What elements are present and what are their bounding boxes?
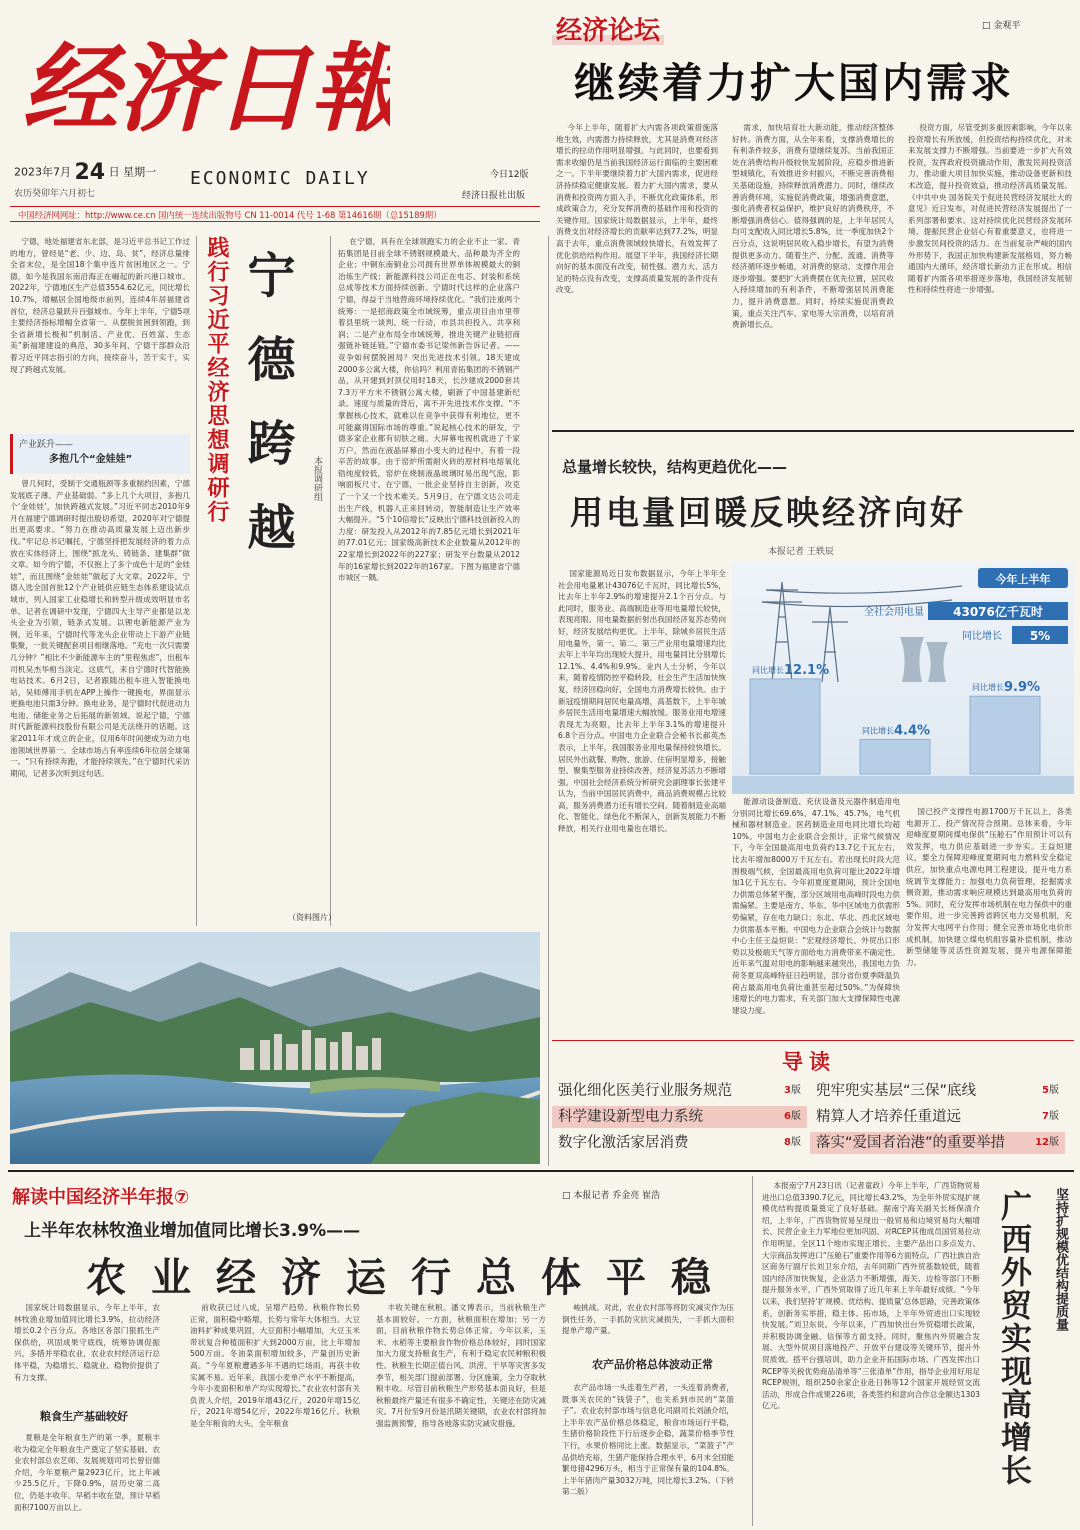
ningde-series-label: 践行习近平经济思想调研行 <box>204 236 229 524</box>
guide-item-label: 精算人才培养任重道远 <box>816 1109 961 1125</box>
electricity-headline[interactable]: 用电量回暖反映经济向好 <box>570 493 966 532</box>
guangxi-headline[interactable]: 广西外贸实现高增长 <box>995 1190 1031 1487</box>
guangxi-kicker: 坚持扩规模优结构提质量 <box>1053 1188 1068 1331</box>
ningde-column-1b: 曾几何时，受制于交通瓶颈等多重制约因素，宁德发展底子薄、产业基础弱。“多上几个大项目，多抱几个‘金娃娃’，加快跨越式发展。”习近平同志2010年9月在福建宁德调研时提出殷切希望，2020年对宁德提出更高要求。“努力在推动高质量发展上迈出新步伐。”牢记总书记嘱托，宁德坚持把发展经济的着力点放在实体经济上，围绕“抓龙头、铸链条、建集群”做文章。如今的宁德，不仅抱上了多个成色十足的“金娃娃”，而且围绕“金娃娃”做起了大文章。2022年，宁德入选全国首批12个产业链供应链生态体系建设试点城市，列入国家工业稳增长和转型升级成效明显市名单。记者在调研中发现，宁德四大主导产业都是以龙头企业为引领，链条式发展。以锂电新能源产业为例，近年来，宁德时代等龙头企业带动上下游产业链集聚，一批关键配套项目相继落地。“充电一次只需要几分钟？”相比不少新能源车主的“里程焦虑”，出租车司机吴杰华相当淡定。这底气，来自宁德时代智能换电站技术。6月2日，记者跟随出租车进入智能换电站，吴师傅用手机在APP上操作一键换电，界面显示更换电池只需3分钟。换电业务，是宁德时代促进动力电池、储能业务之后拓展的新领域。说起宁德，宁德时代新能源科技股份有限公司是无法绕开的话题。这家2011年才成立的企业，仅用6年时间便成为动力电池领域世界第一。全球市场占有率连续6年位居全球第一。“只有持续奔跑，才能持续领先。”在宁德时代采访期间，记者多次听到这句话。 <box>10 479 190 778</box>
farm-headline[interactable]: 农业经济运行总体平稳 <box>86 1255 736 1301</box>
bar-2 <box>860 739 930 774</box>
bar-value-label: 9.9% <box>1004 680 1041 696</box>
total-value: 43076亿千瓦时 <box>953 605 1043 619</box>
bar-value-label: 4.4% <box>894 723 931 739</box>
publication-info-bar: 中国经济网网址：http://www.ce.cn 国内统一连续出版物号 CN 11-0014 代号 1-68 第14616期（总15189期） <box>10 206 540 222</box>
farm-column-3: 丰收关键在秋粮。潘文博表示，当前秋粮生产基本面较好。一方面，秋粮面积在增加；另一方面，目前秋粮作物长势总体正常。今年以来，玉米、水稻等主要粮食作物价格总体较好，同时国家加大力度支持粮食生产，有利于稳定农民种粮积极性。秋粮生长期正值台风、洪涝、干旱等灾害多发季节，相关部门提前部署、分区施策，全力夺取秋粮丰收。尽管目前秋粮生产形势基本面良好，但是秋粮最终产量还有很多不确定性，关键还在防灾减灾。7月份至9月份是汛期关键期，农业农村部将加强监测预警，指导各地落实防灾减灾措施。 <box>376 1303 546 1428</box>
ningde-photo-caption: （资料图片） <box>288 913 336 922</box>
farm-column-4a: 峻挑战。对此，农业农村部等将防灾减灾作为压倒性任务，一手抓防灾抗灾减损失，一手抓大面积提单产增产量。 <box>562 1303 734 1336</box>
electricity-column-1: 国家能源局近日发布数据显示，今年上半年全社会用电量累计43076亿千瓦时，同比增长5%，比去年上半年2.9%的增速提升2.1个百分点。与此同时，服务业、高端制造业等用电量增长较快，表现亮眼。用电量数据折射出我国经济复苏态势向好，经济发展结构更优。上半年，除城乡居民生活用电量外，第一、第二、第三产业用电量增速均比去年上半年均出现较大提升，用电量同比分别增长12.1%、4.4%和9.9%。业内人士分析，今年以来，随着疫情防控平稳转段，社会生产生活加快恢复，经济回稳向好，全国电力消费增长较快。由于新冠疫情期间居民电量高增，高基数下，上半年城乡居民生活用电量增速大幅放缓。服务业用电增速表现尤为亮眼，比去年上半年3.1%的增速提升6.8个百分点。中国电力企业联合会秘书长郝英杰表示，上半年，我国服务业用电量保持较快增长。居民外出就餐、购物、旅游、住宿明显增多，接触型、聚集型服务业持续改善，经济复苏活力不断增强。中国社会经济系统分析研究会副理事长张建平认为，当前中国居民消费中，商品消费规模占比较高，服务消费潜力还有增长空间。随着制造业高端化、智能化、绿色化不断深入，创新发展能力不断释放，相关行业用电量也在增长。 <box>558 569 726 834</box>
bar-value-label: 12.1% <box>784 662 830 678</box>
column-divider <box>548 236 549 1166</box>
column-divider <box>196 236 197 926</box>
guide-item-label: 科学建设新型电力系统 <box>558 1109 703 1125</box>
date-day: 24 <box>74 160 106 185</box>
guide-box <box>552 1076 1072 1158</box>
ningde-column-2: 在宁德，具有在全球领跑实力的企业不止一家。青拓集团是目前全球不锈钢规模最大、品种最为齐全的企业；中铜东南铜业公司拥有世界单体规模最大的铜冶炼生产线；新能源科技公司正在电芯、封装和系统总成等技术方面持续创新。宁德时代这样的企业落户宁德，得益于当地营商环境持续优化。“我们注重两个统筹：一是招商政策全市域统筹，重点项目由市里带着县里统一谈判、统一行动，市县共担投入、共享利润；二是产业布局全市域统筹，推进关键产业链招商强链补链延链。”宁德市委书记梁伟新告诉记者。——竞争如何摆脱困局？突出先进技术引领。18天建成2000多公寓大楼，你信吗？利用青拓集团的不锈钢产品，从开建到封顶仅用时18天，长沙建成2000套共7.3万平方米不锈钢公寓大楼，刷新了中国基建新纪录。速度与质量的背后，离不开先进技术作支撑。“不掌握核心技术，就难以在竞争中获得有利地位，更不可能赢得国际市场的尊重。”说起核心技术的研发，宁德多家企业都有切肤之痛。大屏幕电视机就进了千家万户，然而在液晶屏幕由小变大的过程中，有着一段辛苦的故事。由于窑炉所需耐火砖的原材料电熔氧化锆纯度较低，窑炉在烧制液晶玻璃时易出现气泡，影响面板尺寸。在宁德，一批企业坚持自主创新，攻克了一个又一个技术难关。5月9日，在宁德文达公司走出生产线，机器人正来回转动，智能制造让生产效率大幅提升。“5个10倍增长”反映出宁德科技创新投入的力度：研发投入从2012年的7.85亿元增长到2021年的77.01亿元；国家级高新技术企业数量从2012年的22家增长到2022年的227家；研发平台数量从2012年的16家增长到2022年的167家。下图为福建省宁德市城区一隅。 <box>338 237 520 583</box>
ningde-subheading <box>10 434 190 474</box>
bar-1 <box>750 679 820 774</box>
guide-item-page: 6版 <box>784 1111 801 1122</box>
publisher: 经济日报社出版 <box>462 191 526 201</box>
guide-item-page: 7版 <box>1042 1111 1059 1122</box>
bar-growth-label: 同比增长 <box>972 683 1004 693</box>
total-label: 全社会用电量 <box>864 607 924 618</box>
farm-subheading-1: 粮食生产基础较好 <box>40 1410 128 1423</box>
ningde-column-1: 宁德，地处福建省东北部，是习近平总书记工作过的地方，曾经是“老、少、边、岛、贫”，经济总量排全省末位，是全国18个集中连片贫困地区之一。宁德，如今是我国东南沿海正在崛起的新兴港口城市。2022年，宁德地区生产总值3554.62亿元，同比增长10.7%，增幅居全国地级市前列，连续4年居福建省首位，经济总量跃升百强城市。今年上半年，宁德5项主要经济指标增幅全省第一。从摆脱贫困到领跑，到全省新增长极和“机制活、产业优、百姓富、生态美”新福建建设的典范，30多年间，宁德干部群众沿着习近平同志指引的方向，接续奋斗，苦干实干，实现了跨越式发展。 <box>10 237 190 374</box>
farm-column-2: 前收获已过八成，呈增产趋势。秋粮作物长势正常，面积稳中略增，长势与常年大体相当。大豆油料扩种成果巩固，大豆面积小幅增加，大豆玉米带状复合种植面积扩大到2000万亩，比上年增加500万亩。冬油菜面积增加较多，产量创历史新高。“今年夏粮遭遇多年不遇的烂场雨，再获丰收实属不易。近年来，我国小麦单产水平不断提高，今年小麦面积和单产均实现增长。”农业农村部有关负责人介绍，2019年增43亿斤，2020年增15亿斤，2021年增54亿斤，2022年增16亿斤。秋粮是全年粮食的大头，全年粮食 <box>190 1303 360 1428</box>
page-count: 今日12版 <box>490 170 529 180</box>
ningde-byline: 本报调研组 <box>312 456 322 501</box>
guide-item[interactable] <box>810 1132 1065 1154</box>
guide-item-page: 12版 <box>1035 1137 1059 1148</box>
guide-top-rule <box>552 1040 1074 1041</box>
electricity-column-2: 能源动设备制造、充伏设备及元器件制造用电分别同比增长69.6%、47.1%、45.7%，电气机械和器材制造业、医药制造业用电同比增长均超10%。中国电力企业联合会预计，正常气候情况下，今年全国最高用电负荷约13.7亿千瓦左右，比去年增加8000万千瓦左右。若出现长时段大范围极端气候，全国最高用电负荷可能比2022年增加1亿千瓦左右。今年初夏度夏期间，预计全国电力供需总体紧平衡，部分区域用电高峰时段电力供需偏紧。主要是南方、华东、华中区域电力供需形势偏紧，存在电力缺口；东北、华北、西北区域电力供需基本平衡。中国电力企业联合会统计与数据中心主任王益烜说：“宏观经济增长、外贸出口形势以及极端天气等方面给电力消费带来不确定性。近年来气温对用电的影响越来越突出，我国电力负荷冬夏双高峰特征日趋明显，部分省份夏季降温负荷占最高用电负荷比重甚至超过50%。”为保障快速增长的电力需求，有关部门加大支撑保障性电源建设力度。 <box>732 797 900 1015</box>
forum-tag: 经济论坛 <box>556 10 660 47</box>
guide-item-label: 数字化激活家居消费 <box>558 1135 689 1151</box>
guide-item[interactable] <box>552 1132 807 1154</box>
electricity-byline: 本报记者 王轶辰 <box>768 547 834 557</box>
forum-headline[interactable]: 继续着力扩大国内需求 <box>574 59 1014 107</box>
guide-item-label: 强化细化医美行业服务规范 <box>558 1083 732 1099</box>
series-tag: 解读中国经济半年报⑦ <box>12 1187 190 1208</box>
farm-column-1b: 夏粮是全年粮食生产的第一季，夏粮丰收为稳定全年粮食生产奠定了坚实基础。农业农村部总农艺师、发展规划司司长曾衍德介绍，今年夏粮产量2923亿斤，比上年减少25.5亿斤，下降0.9%，居历史第二高位，仍是丰收年。早稻丰收在望，预计早稻面积7100万亩以上。 <box>14 1433 160 1512</box>
issue-date <box>14 160 156 185</box>
guide-item[interactable] <box>810 1106 1065 1128</box>
column-divider <box>752 1176 753 1526</box>
electricity-infographic <box>732 562 1074 794</box>
masthead-logo-text: 经济日報 <box>22 32 390 145</box>
guangxi-article-body: 本报南宁7月23日讯（记者童政）今年上半年，广西货物贸易进出口总值3390.7亿元，同比增长43.2%，为全年外贸实现扩规模优结构提质量奠定了良好基础。据南宁海关副关长杨保清介绍，上半年，广西货物贸易呈现出一般贸易和边境贸易均大幅增长、民营企业主力军地位更加巩固、对RCEP其他成员国贸易拉动作用明显、全区11个地市实现正增长、主要产品出口多点发力、大宗商品发挥进口“压舱石”重要作用等6方面特点。广西壮族自治区商务厅副厅长刘卫东介绍，去年同期广西外贸基数较低，随着国内经济加快恢复，企业活力不断增强，海关、边检等部门不断提升服务水平，广西外贸取得了近几年来上半年最好成绩。“今年以来，我们坚持‘扩规模、优结构、提质量’总体思路，完善政策体系，创新务实举措，稳主体、拓市场，上半年外贸进出口实现较快发展。”刘卫东说。今年以来，广西加快出台外贸稳增长政策，并积极协调金融、信保等方面支持。同时，聚焦内外贸融合发展、大型外贸项目落地投产、开放平台建设等关键环节，提升外贸质效。搭平台强培训，助力企业开拓国际市场。广西发挥出口RCEP等关税优势商品清单等“三张清单”作用，指导企业用好用足RCEP规则，组织250余家企业赴日韩等12个国家开展经贸交流活动，形成合作成果226项，各类签约和意向合作总金额达1303亿元。 <box>762 1181 980 1411</box>
forum-column-3: 投资方面，尽管受到多重因素影响，今年以来投资增长有所放缓，但投资结构持续优化，对未来发展支撑力不断增强。当前要进一步扩大有效投资，发挥政府投资撬动作用，激发民间投资活力，推动重大项目加快实施，推动设备更新和技术改造，提升投资效益，推动经济高质量发展。《中共中央 国务院关于促进民营经济发展壮大的意见》近日发布，对促进民营经济发展提出了一系列部署和要求。这对持续优化民营经济发展环境、提振民营企业信心有着重要意义，也将进一步激发民间投资的活力。在当前复杂严峻的国内外形势下，我国正加快构建新发展格局，努力畅通国内大循环，经济增长新动力正在形成。相信随着扩内需各项举措逐步落地，我国经济发展韧性和持续性将进一步增强。 <box>908 123 1072 295</box>
electricity-column-3: 国已投产支撑性电源1700万千瓦以上，各类电源开工、投产情况符合预期。总体来看，今年迎峰度夏期间煤电保供“压舱石”作用预计可以有效发挥，电力供应基础进一步夯实。王益烜建议，要全力保障迎峰度夏期间电力燃料安全稳定供应，加快重点电源电网工程建设，提升电力系统调节支撑能力；加强电力负荷管理，挖掘需求侧资源，推动需求响应规模达到最高用电负荷的5%。同时，充分发挥市场机制在电力保供中的重要作用，进一步完善跨省跨区电力交易机制，充分发挥大电网平台作用；健全完善市场化电价形成机制，加快建立煤电机组容量补偿机制，推动新型储能等灵活性资源发展，提升电源保障能力。 <box>906 807 1072 967</box>
section-rule <box>8 1170 1074 1172</box>
growth-value: 5% <box>1029 629 1051 643</box>
date-prefix: 2023年7月 <box>14 165 71 179</box>
guide-item[interactable] <box>552 1080 807 1102</box>
bar-3 <box>970 696 1040 774</box>
growth-label: 同比增长 <box>962 631 1002 642</box>
english-name: ECONOMIC DAILY <box>190 168 370 189</box>
farm-kicker: 上半年农林牧渔业增加值同比增长3.9%—— <box>24 1221 361 1241</box>
guide-item[interactable] <box>552 1106 807 1128</box>
electricity-kicker: 总量增长较快，结构更趋优化—— <box>562 458 788 476</box>
ningde-subheading-kicker: 产业跃升—— <box>19 440 74 450</box>
guide-item[interactable] <box>810 1080 1065 1102</box>
guide-title: 导读 <box>782 1050 836 1074</box>
ningde-city-photo <box>10 932 540 1164</box>
forum-bottom-rule <box>552 430 1074 432</box>
farm-subheading-2: 农产品价格总体波动正常 <box>592 1358 713 1371</box>
farm-byline: □ 本报记者 乔金亮 崔浩 <box>562 1191 661 1201</box>
date-suffix: 日 星期一 <box>108 165 157 179</box>
guide-item-label: 兜牢兜实基层“三保”底线 <box>816 1083 977 1099</box>
guide-item-label: 落实“爱国者治港”的重要举措 <box>816 1135 1006 1151</box>
guide-item-page: 8版 <box>784 1137 801 1148</box>
forum-column-2: 需求，加快培育壮大新动能，推动经济整体好转。消费方面，从全年来看，支撑消费增长的有利条件较多，消费有望继续复苏。当前我国正处在消费结构升级较快发展阶段，应稳步推进新型城镇化，有效推进乡村振兴，不断完善消费相关基础设施，持续释放消费潜力。同时，继续改善消费环境，实施促消费政策，增强消费意愿，强化消费者权益保护，维护良好的消费秩序，不断增强消费信心。值得强调的是，上半年居民人均可支配收入同比增长5.8%，比一季度加快2个百分点，这说明居民收入稳步增长，有望为消费提供更多动力。随着生产、分配、流通、消费等经济循环逐步畅通，对消费的驱动、支撑作用会逐步增强。要把扩大消费摆在优先位置，居民收入持续增加的有利条件，不断增强居民消费能力，提升消费意愿。同时，持续实施促消费政策，重点关注汽车、家电等大宗消费，以培育消费新增长点。 <box>732 123 894 330</box>
guide-item-page: 3版 <box>784 1085 801 1096</box>
forum-author: □ 金观平 <box>982 21 1021 31</box>
lunar-date: 农历癸卯年六月初七 <box>14 189 96 199</box>
farm-column-4b: 农产品市场一头连着生产者，一头连着消费者，既事关农民的“钱袋子”，也关系到市民的“菜篮子”。农业农村部市场与信息化司副司长刘涵介绍，上半年农产品价格总体稳定，粮食市场运行平稳，生猪价格阶段性下行后逐步企稳，蔬菜价格季节性下行，水果价格同比上涨。数据显示，“菜篮子”产品供给充裕，生猪产能保持合理水平，6月末全国能繁母猪4296万头，相当于正常保有量的104.8%。上半年猪肉产量3032万吨，同比增长3.2%。（下转第二版） <box>562 1383 734 1497</box>
guide-item-page: 5版 <box>1042 1085 1059 1096</box>
bar-growth-label: 同比增长 <box>752 665 784 675</box>
forum-column-1: 今年上半年，随着扩大内需各项政策措施落地生效，内需潜力持续释放，尤其是消费对经济增长的拉动作用明显增强。与此同时，也要看到需求收缩仍是当前我国经济运行面临的主要困难之一。下半年要继续着力扩大国内需求，促进经济持续稳定健康发展。着力扩大国内需求，要从消费和投资两方面入手，不断优化政策体系，形成政策合力，充分发挥消费的基础作用和投资的关键作用。国家统计局数据显示，上半年，最终消费支出对经济增长的贡献率达到77.2%，明显高于去年，重点消费领域较快增长，有效发挥了优化供给结构作用。展望下半年，我国经济长期向好的基本面没有改变，韧性强、潜力大、活力足的特点没有改变，支撑高质量发展的条件没有改变。 <box>556 123 718 295</box>
period-label: 今年上半年 <box>995 573 1051 586</box>
column-divider <box>330 236 331 926</box>
farm-column-1: 国家统计局数据显示，今年上半年，农林牧渔业增加值同比增长3.9%，拉动经济增长0.2个百分点。各地区各部门狠抓生产保供给，巩固成果守底线，统筹协调促振兴，多措并举稳农业，农业农村经济运行总体平稳，为稳增长、稳就业、稳物价提供了有力支撑。 <box>14 1303 160 1382</box>
masthead-logo <box>18 18 390 146</box>
bar-growth-label: 同比增长 <box>862 726 894 736</box>
ningde-headline[interactable]: 宁德跨越 <box>239 250 295 586</box>
ningde-subheading-title: 多抱几个“金娃娃” <box>49 454 133 465</box>
